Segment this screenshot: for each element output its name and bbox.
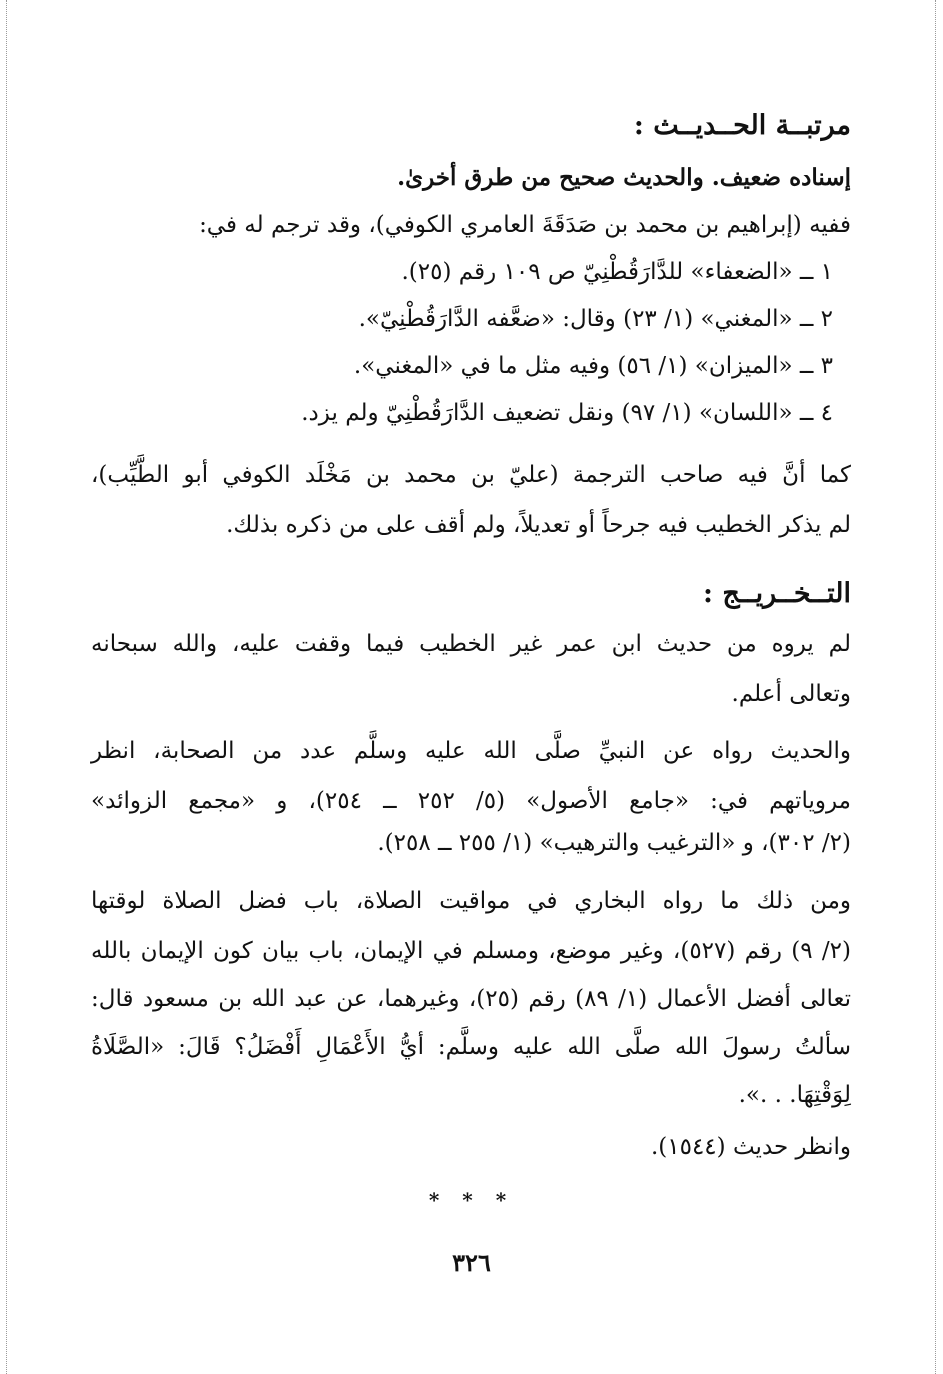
- ref-item: ١ ــ «الضعفاء» للدَّارَقُطْنِيّ ص ١٠٩ رقم (٢٥).: [401, 259, 833, 285]
- page-number: ٣٢٦: [452, 1248, 491, 1277]
- paragraph-line: لم يذكر الخطيب فيه جرحاً أو تعديلاً، ولم أقف على من ذكره بذلك.: [226, 512, 851, 538]
- paragraph-line: (٢/ ٣٠٢)، و «الترغيب والترهيب» (١/ ٢٥٥ ــ ٢٥٨).: [377, 830, 851, 856]
- paragraph-line: ومن ذلك ما رواه البخاري في مواقيت الصلاة، باب فضل الصلاة لوقتها: [91, 888, 851, 914]
- rank-line: إسناده ضعيف. والحديث صحيح من طرق أخرىٰ.: [397, 164, 851, 191]
- paragraph-line: وتعالى أعلم.: [731, 681, 851, 707]
- paragraph-line: لِوَقْتِهَا. . .».: [738, 1082, 851, 1108]
- takhrij-heading: التــخــريــج :: [703, 578, 851, 609]
- paragraph-line: تعالى أفضل الأعمال (١/ ٨٩) رقم (٢٥)، وغيرهما، عن عبد الله بن مسعود قال:: [91, 986, 851, 1012]
- ref-item: ٤ ــ «اللسان» (١/ ٩٧) ونقل تضعيف الدَّارَقُطْنِيّ ولم يزد.: [301, 400, 833, 426]
- intro-line: ففيه (إبراهيم بن محمد بن صَدَقَةَ العامري الكوفي)، وقد ترجم له في:: [199, 212, 851, 238]
- paragraph-line: كما أنَّ فيه صاحب الترجمة (عليّ بن محمد بن مَخْلَد الكوفي أبو الطَّيِّب)،: [91, 462, 851, 488]
- paragraph-line: والحديث رواه عن النبيِّ صلَّى الله عليه وسلَّم عدد من الصحابة، انظر: [91, 738, 851, 764]
- ref-item: ٢ ــ «المغني» (١/ ٢٣) وقال: «ضعَّفه الدَّارَقُطْنِيّ».: [358, 306, 833, 332]
- paragraph-line: لم يروه من حديث ابن عمر غير الخطيب فيما وقفت عليه، والله سبحانه: [91, 631, 851, 657]
- left-page-edge: [6, 0, 7, 1374]
- see-also-line: وانظر حديث (١٥٤٤).: [650, 1134, 851, 1160]
- ref-item: ٣ ــ «الميزان» (١/ ٥٦) وفيه مثل ما في «المغني».: [353, 353, 833, 379]
- paragraph-line: مروياتهم في: «جامع الأصول» (٥/ ٢٥٢ ــ ٢٥٤)، و «مجمع الزوائد»: [91, 788, 851, 814]
- paragraph-line: سألتُ رسولَ الله صلَّى الله عليه وسلَّم: أيُّ الأَعْمَالِ أَفْضَلُ؟ قَالَ: «الصَّلَاةُ: [91, 1034, 851, 1060]
- section-separator: * * *: [428, 1188, 515, 1212]
- paragraph-line: (٢/ ٩) رقم (٥٢٧)، وغير موضع، ومسلم في الإيمان، باب بيان كون الإيمان بالله: [91, 938, 852, 964]
- right-page-edge: [935, 0, 936, 1374]
- rank-heading: مرتبــة الحــديــث :: [633, 110, 851, 141]
